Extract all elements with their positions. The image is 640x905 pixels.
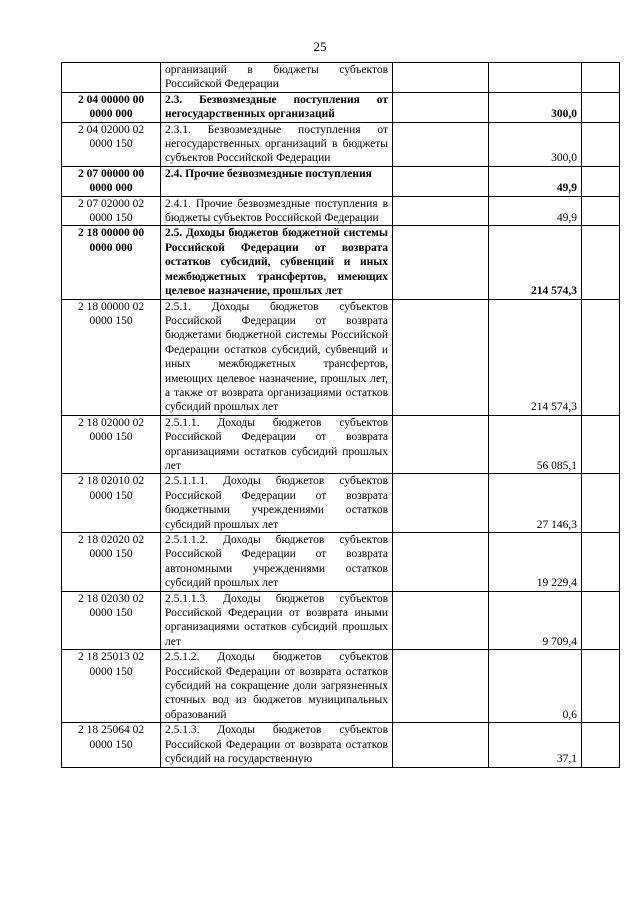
empty-cell [582, 226, 620, 299]
empty-cell [393, 591, 489, 650]
description-cell: 2.5.1.1.2. Доходы бюджетов субъектов Российской Федерации от возврата автономными учреждениями остатков субсидий прошлых лет [161, 533, 393, 592]
empty-cell [582, 415, 620, 474]
description-cell: организаций в бюджеты субъектов Российской Федерации [161, 63, 393, 93]
code-cell: 2 18 25064 02 0000 150 [62, 723, 161, 767]
description-cell: 2.4. Прочие безвозмездные поступления [161, 166, 393, 196]
code-cell: 2 04 02000 02 0000 150 [62, 122, 161, 166]
empty-cell [582, 533, 620, 592]
code-cell: 2 18 00000 00 0000 000 [62, 226, 161, 299]
code-cell: 2 18 25013 02 0000 150 [62, 650, 161, 723]
code-cell: 2 18 02000 02 0000 150 [62, 415, 161, 474]
table-row [62, 533, 620, 592]
empty-cell [393, 723, 489, 767]
empty-cell [393, 63, 489, 93]
amount-cell: 300,0 [489, 92, 582, 122]
description-cell: 2.4.1. Прочие безвозмездные поступления в бюджеты субъектов Российской Федерации [161, 196, 393, 226]
empty-cell [393, 196, 489, 226]
amount-cell: 56 085,1 [489, 415, 582, 474]
description-cell: 2.5.1. Доходы бюджетов субъектов Российской Федерации от возврата бюджетами бюджетной системы Российской Федерации остатков субсидий, субвенций и иных межбюджетных трансфертов, имеющих целевое назначение, прошлых лет, а также от возврата организациями остатков субсидий прошлых лет [161, 299, 393, 415]
table-row [62, 650, 620, 723]
empty-cell [393, 166, 489, 196]
empty-cell [582, 650, 620, 723]
table-row [62, 226, 620, 299]
empty-cell [393, 92, 489, 122]
table-row [62, 299, 620, 415]
description-cell: 2.5.1.3. Доходы бюджетов субъектов Российской Федерации от возврата остатков субсидий на государственную [161, 723, 393, 767]
amount-cell: 49,9 [489, 166, 582, 196]
description-cell: 2.5.1.1.3. Доходы бюджетов субъектов Российской Федерации от возврата иными организациями остатков субсидий прошлых лет [161, 591, 393, 650]
code-cell: 2 07 02000 02 0000 150 [62, 196, 161, 226]
amount-cell: 214 574,3 [489, 299, 582, 415]
empty-cell [393, 474, 489, 533]
amount-cell: 49,9 [489, 196, 582, 226]
description-cell: 2.3.1. Безвозмездные поступления от негосударственных организаций в бюджеты субъектов Российской Федерации [161, 122, 393, 166]
amount-cell: 214 574,3 [489, 226, 582, 299]
empty-cell [582, 299, 620, 415]
empty-cell [393, 122, 489, 166]
table-row [62, 122, 620, 166]
empty-cell [393, 650, 489, 723]
page-number: 25 [313, 39, 327, 54]
empty-cell [393, 415, 489, 474]
code-cell: 2 18 02020 02 0000 150 [62, 533, 161, 592]
amount-cell [489, 63, 582, 93]
budget-revenue-table [61, 62, 620, 768]
code-cell: 2 04 00000 00 0000 000 [62, 92, 161, 122]
amount-cell: 19 229,4 [489, 533, 582, 592]
amount-cell: 37,1 [489, 723, 582, 767]
table-row [62, 591, 620, 650]
code-cell: 2 18 00000 02 0000 150 [62, 299, 161, 415]
code-cell [62, 63, 161, 93]
table-row [62, 474, 620, 533]
table-row [62, 92, 620, 122]
description-cell: 2.5.1.1. Доходы бюджетов субъектов Российской Федерации от возврата организациями остатков субсидий прошлых лет [161, 415, 393, 474]
amount-cell: 0,6 [489, 650, 582, 723]
table-row [62, 723, 620, 767]
table-body [62, 63, 620, 768]
table-row [62, 166, 620, 196]
empty-cell [393, 533, 489, 592]
empty-cell [582, 166, 620, 196]
empty-cell [582, 723, 620, 767]
empty-cell [582, 196, 620, 226]
table-row [62, 415, 620, 474]
empty-cell [582, 63, 620, 93]
description-cell: 2.5.1.2. Доходы бюджетов субъектов Российской Федерации от возврата остатков субсидий на сокращение доли загрязненных сточных вод из бюджетов муниципальных образований [161, 650, 393, 723]
table-row [62, 196, 620, 226]
code-cell: 2 18 02030 02 0000 150 [62, 591, 161, 650]
description-cell: 2.3. Безвозмездные поступления от негосударственных организаций [161, 92, 393, 122]
table-row [62, 63, 620, 93]
empty-cell [582, 92, 620, 122]
amount-cell: 300,0 [489, 122, 582, 166]
empty-cell [393, 299, 489, 415]
empty-cell [393, 226, 489, 299]
empty-cell [582, 122, 620, 166]
empty-cell [582, 591, 620, 650]
code-cell: 2 18 02010 02 0000 150 [62, 474, 161, 533]
code-cell: 2 07 00000 00 0000 000 [62, 166, 161, 196]
description-cell: 2.5.1.1.1. Доходы бюджетов субъектов Российской Федерации от возврата бюджетными учреждениями остатков субсидий прошлых лет [161, 474, 393, 533]
description-cell: 2.5. Доходы бюджетов бюджетной системы Российской Федерации от возврата остатков субсидий, субвенций и иных межбюджетных трансфертов, имеющих целевое назначение, прошлых лет [161, 226, 393, 299]
empty-cell [582, 474, 620, 533]
amount-cell: 9 709,4 [489, 591, 582, 650]
amount-cell: 27 146,3 [489, 474, 582, 533]
